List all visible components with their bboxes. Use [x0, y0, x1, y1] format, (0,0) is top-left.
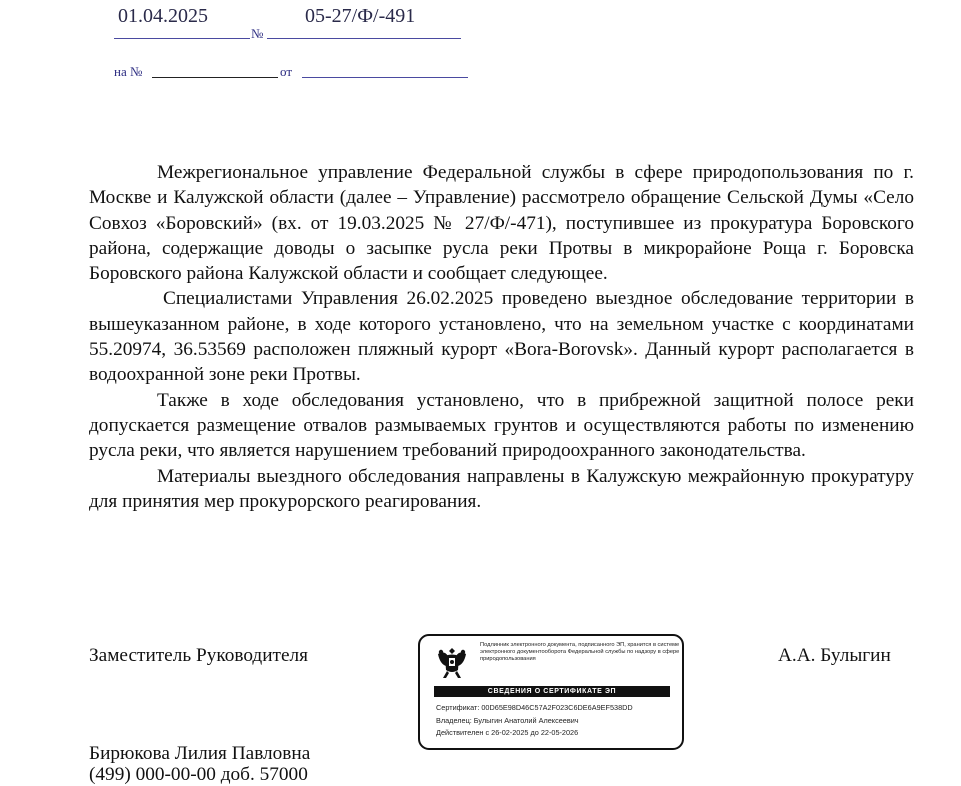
number-underline: [267, 38, 461, 39]
executor-phone: (499) 000-00-00 доб. 57000: [89, 764, 308, 785]
stamp-validity: Действителен с 26-02-2025 до 22-05-2026: [436, 728, 579, 737]
reference-number-line: [152, 77, 278, 78]
document-number: 05-27/Ф/-491: [305, 5, 416, 27]
double-headed-eagle-icon: [432, 644, 472, 682]
paragraph-intro: Межрегиональное управление Федеральной службы в сфере природопользования по г. Москве и Калужской области (далее – Управление) рассмотрело обращение Сельской Думы «Село Совхоз «Боровский» (вх. от 19.03.2025 № 27/Ф/-471), поступившее из прокуратура Боровского района, содержащие доводы о засыпке русла реки Протвы в микрорайоне Роща г. Боровска Боровского района Калужской области и сообщает следующее.: [89, 162, 914, 285]
signer-name: А.А. Булыгин: [778, 645, 891, 666]
executor-name: Бирюкова Лилия Павловна: [89, 743, 311, 764]
stamp-owner: Владелец: Булыгин Анатолий Алексеевич: [436, 716, 579, 725]
stamp-title: СВЕДЕНИЯ О СЕРТИФИКАТЕ ЭП: [434, 686, 670, 697]
document-date: 01.04.2025: [118, 5, 208, 27]
paragraph-violation: Также в ходе обследования установлено, что в прибрежной защитной полосе реки допускается размещение отвалов размываемых грунтов и осуществляются работы по изменению русла реки, что является нарушением требований природоохранного законодательства.: [89, 389, 914, 462]
stamp-certificate: Сертификат: 00D65E98D46C57A2F023C6DE6A9EF538DD: [436, 703, 633, 712]
reference-date-line: [302, 77, 468, 78]
number-sign: №: [251, 26, 264, 41]
date-underline: [114, 38, 250, 39]
electronic-signature-stamp: [418, 634, 684, 750]
reference-date-label: от: [280, 64, 293, 79]
reference-number-label: на №: [114, 64, 143, 79]
stamp-caption: Подлинник электронного документа, подписанного ЭП, хранится в системе электронного документооборота Федеральной службы по надзору в сфере природопользования: [480, 642, 680, 662]
letter-body: [89, 160, 914, 514]
paragraph-inspection: Специалистами Управления 26.02.2025 проведено выездное обследование территории в вышеуказанном районе, в ходе которого установлено, что на земельном участке с координатами 55.20974, 36.53569 расположен пляжный курорт «Bora-Borovsk». Данный курорт располагается в водоохранной зоне реки Протвы.: [89, 288, 914, 386]
signer-position: Заместитель Руководителя: [89, 645, 309, 666]
paragraph-conclusion: Материалы выездного обследования направлены в Калужскую межрайонную прокуратуру для принятия мер прокурорского реагирования.: [89, 465, 914, 512]
